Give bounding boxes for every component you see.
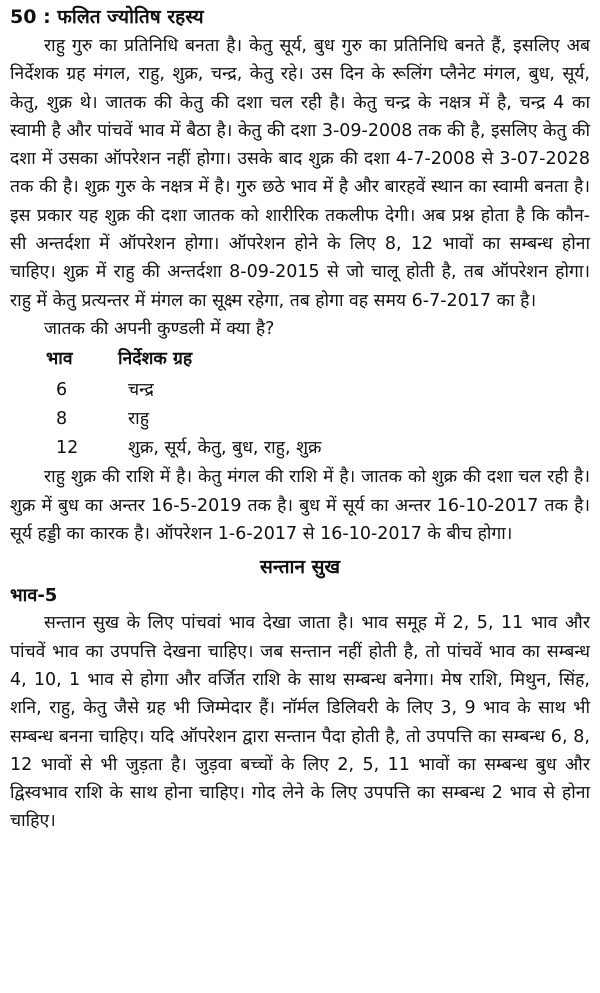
table-header-row — [10, 345, 590, 373]
section-title: सन्तान सुख — [260, 556, 340, 579]
question-line: जातक की अपनी कुण्डली में क्या है? — [44, 318, 275, 339]
header-separator: : — [36, 6, 58, 28]
table-cell-grah: शुक्र, सूर्य, केतु, बुध, राहु, शुक्र — [128, 438, 322, 459]
table-row — [10, 405, 590, 433]
paragraph-ketu-dasha: राहु गुरु का प्रतिनिधि बनता है। केतु सूर्य, बुध गुरु का प्रतिनिधि बनते हैं, इसलिए अब निर्देशक ग्रह मंगल, राहु, शुक्र, चन्द्र, केतु रहे। उस दिन के रूलिंग प्लैनेट मंगल, बुध, सूर्य, केतु, शुक्र थे। जातक की केतु की दशा चल रही है। केतु चन्द्र के नक्षत्र में है, चन्द्र 4 का स्वामी है और पांचवें भाव में बैठा है। केतु की दशा 3-09-2008 तक की है, इसलिए केतु की दशा में उसका ऑपरेशन नहीं होगा। उसके बाद शुक्र की दशा 4-7-2008 से 3-07-2028 तक की है। शुक्र गुरु के नक्षत्र में है। गुरु छठे भाव में है और बारहवें स्थान का स्वामी बनता है। इस प्रकार यह शुक्र की दशा जातक को शारीरिक तकलीफ देगी। अब प्रश्न होता है कि कौन-सी अन्तर्दशा में ऑपरेशन होगा। ऑपरेशन होने के लिए 8, 12 भावों का सम्बन्ध होना चाहिए। शुक्र में राहु की अन्तर्दशा 8-09-2015 से जो चालू होती है, तब ऑपरेशन होगा। राहु में केतु प्रत्यन्तर में मंगल का सूक्ष्म रहेगा, तब होगा वह समय 6-7-2017 का है। — [10, 36, 590, 311]
page-header — [10, 4, 590, 30]
table-cell-grah: राहु — [128, 408, 149, 429]
table-row — [10, 434, 590, 462]
paragraph-rahu-shukra: राहु शुक्र की राशि में है। केतु मंगल की राशि में है। जातक को शुक्र की दशा चल रही है। शुक्र में बुध का अन्तर 16-5-2019 तक है। बुध में सूर्य का अन्तर 16-10-2017 तक है। सूर्य हड्डी का कारक है। ऑपरेशन 1-6-2017 से 16-10-2017 के बीच होगा। — [10, 467, 590, 545]
table-cell-bhav: 12 — [56, 438, 79, 459]
bhav-grah-table — [10, 345, 590, 462]
table-header-bhav: भाव — [46, 349, 73, 370]
sub-title: भाव-5 — [10, 585, 58, 607]
book-title: फलित ज्योतिष रहस्य — [57, 6, 204, 28]
page-number: 50 — [10, 6, 37, 28]
table-cell-grah: चन्द्र — [128, 379, 154, 400]
table-header-grah: निर्देशक ग्रह — [118, 349, 193, 370]
paragraph-santan-sukh: सन्तान सुख के लिए पांचवां भाव देखा जाता है। भाव समूह में 2, 5, 11 भाव और पांचवें भाव का उपपत्ति देखना चाहिए। जब सन्तान नहीं होती है, तो पांचवें भाव का सम्बन्ध 4, 10, 1 भाव से होगा और वर्जित राशि के साथ सम्बन्ध बनेगा। मेष राशि, मिथुन, सिंह, शनि, राहु, केतु जैसे ग्रह भी जिम्मेदार हैं। नॉर्मल डिलिवरी के लिए 3, 9 भाव के साथ भी सम्बन्ध बनना चाहिए। यदि ऑपरेशन द्वारा सन्तान पैदा होती है, तो उपपत्ति का सम्बन्ध 6, 8, 12 भावों से भी जुड़ता है। जुड़वा बच्चों के लिए 2, 5, 11 भावों का सम्बन्ध बुध और द्विस्वभाव राशि के साथ होना चाहिए। गोद लेने के लिए उपपत्ति का सम्बन्ध 2 भाव से होना चाहिए। — [10, 613, 590, 832]
table-row — [10, 376, 590, 404]
table-cell-bhav: 6 — [56, 379, 68, 400]
table-cell-bhav: 8 — [56, 408, 68, 429]
